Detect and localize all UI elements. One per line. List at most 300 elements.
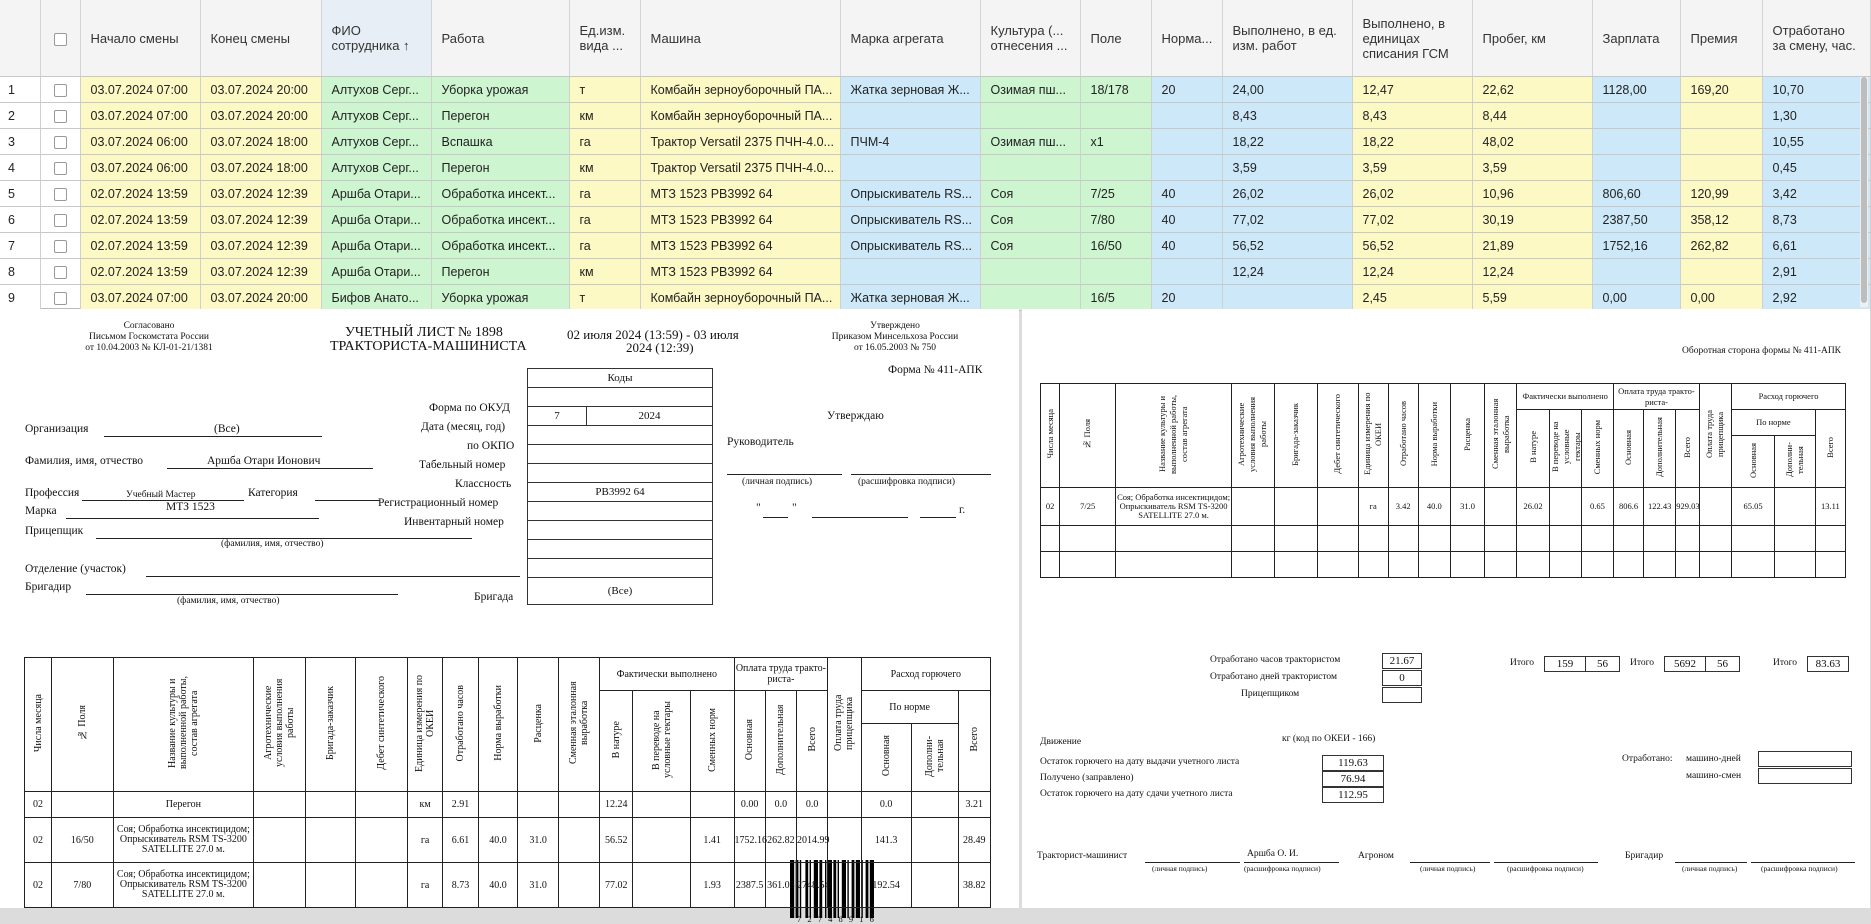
cell-tpay [828,863,861,908]
head-decode-line [851,474,991,475]
cell-fio[interactable]: Аршба Отари... [321,181,431,207]
tally-sheet-back [1022,309,1870,908]
cell-mileage[interactable]: 22,62 [1472,77,1592,103]
cell-machine[interactable]: Трактор Versatil 2375 ПЧН-4.0... [640,155,840,181]
org-value: (Все) [214,423,240,435]
cell-done[interactable]: 24,00 [1222,77,1352,103]
cell-unit[interactable]: га [569,233,640,259]
cell-done[interactable]: 26,02 [1222,181,1352,207]
th-brigade: Бригада-заказчик [306,658,356,792]
cell-work[interactable]: Уборка урожая [431,285,569,311]
column-header-unit[interactable]: Ед.изм. вида ... [569,0,640,77]
quote-close: " [792,502,797,514]
cell-machine[interactable]: Комбайн зерноуборочный ПА... [640,103,840,129]
total-3: 83.63 [1807,656,1849,672]
fio-hint: (фамилия, имя, отчество) [221,539,324,549]
cell-hours[interactable]: 1,30 [1762,103,1870,129]
cell-agg[interactable] [840,259,980,285]
back-th-agro: Агротехнические условия выполнения работы [1232,384,1275,488]
trailer-label: Прицепщиком [1241,689,1300,699]
cell-norm[interactable]: 40 [1151,233,1222,259]
back-cell-empty [1232,526,1275,552]
cell-done_gsm[interactable]: 3,59 [1352,155,1472,181]
cell-agro [254,818,306,863]
row-checkbox[interactable] [54,136,67,149]
row-checkbox-cell[interactable] [40,207,80,233]
cell-hours[interactable]: 10,70 [1762,77,1870,103]
cell-mileage[interactable]: 30,19 [1472,207,1592,233]
back-cell-unit: га [1358,488,1388,526]
cell-start[interactable]: 03.07.2024 07:00 [80,285,200,311]
cell-field[interactable]: 7/80 [1080,207,1151,233]
cell-culture[interactable]: Соя [980,181,1080,207]
cell-machine[interactable]: МТЗ 1523 РВ3992 64 [640,181,840,207]
column-header-work[interactable]: Работа [431,0,569,77]
column-header-done_gsm[interactable]: Выполнено, в единицах списания ГСМ [1352,0,1472,77]
cell-agg[interactable]: Опрыскиватель RS... [840,181,980,207]
brigadir-sign-line [1675,862,1747,863]
cell-culture[interactable]: Соя [980,233,1080,259]
cell-agg[interactable]: Жатка зерновая Ж... [840,285,980,311]
cell-end[interactable]: 03.07.2024 12:39 [200,181,321,207]
cell-end[interactable]: 03.07.2024 20:00 [200,285,321,311]
cell-field[interactable] [1080,259,1151,285]
cell-hours[interactable]: 8,73 [1762,207,1870,233]
cell-cond [633,818,690,863]
cell-end[interactable]: 03.07.2024 12:39 [200,207,321,233]
codes-table [527,368,713,605]
cell-hours[interactable]: 10,55 [1762,129,1870,155]
back-th-ftotal: Всего [1815,410,1845,488]
column-header-bonus[interactable]: Премия [1680,0,1762,77]
table-row[interactable] [0,259,1870,285]
cell-norm[interactable]: 40 [1151,181,1222,207]
cell-rate: 31.0 [517,863,559,908]
row-checkbox-cell[interactable] [40,77,80,103]
cell-done[interactable]: 56,52 [1222,233,1352,259]
mark-value: МТЗ 1523 [166,501,215,513]
vertical-scrollbar[interactable] [1860,77,1868,307]
cell-machine[interactable]: МТЗ 1523 РВ3992 64 [640,259,840,285]
cell-unit[interactable]: т [569,77,640,103]
cell-bonus[interactable] [1680,259,1762,285]
cell-start[interactable]: 02.07.2024 13:59 [80,259,200,285]
table-row[interactable] [0,285,1870,311]
row-number[interactable]: 2 [0,103,40,129]
cell-salary[interactable]: 806,60 [1592,181,1680,207]
table-row[interactable] [0,233,1870,259]
cell-norm[interactable] [1151,155,1222,181]
back-cell-empty [1774,552,1815,578]
cell-done[interactable]: 77,02 [1222,207,1352,233]
cell-machine[interactable]: МТЗ 1523 РВ3992 64 [640,207,840,233]
column-header-norm[interactable]: Норма... [1151,0,1222,77]
cell-unit[interactable]: га [569,129,640,155]
th-extra: Дополнительная [765,691,796,792]
cell-end[interactable]: 03.07.2024 12:39 [200,233,321,259]
cell-work[interactable]: Перегон [431,103,569,129]
th-fact: Фактически выполнено [600,658,734,691]
cell-bonus[interactable]: 0,00 [1680,285,1762,311]
cell-norm[interactable]: 20 [1151,77,1222,103]
cell-culture[interactable] [980,155,1080,181]
total-label-2: Итого [1630,658,1655,668]
cell-agg[interactable] [840,103,980,129]
cell-culture[interactable] [980,259,1080,285]
row-number[interactable]: 1 [0,77,40,103]
cell-norm[interactable] [1151,103,1222,129]
cell-salary[interactable] [1592,259,1680,285]
cell-cond [633,792,690,818]
cell-end[interactable]: 03.07.2024 20:00 [200,77,321,103]
cell-mileage[interactable]: 5,59 [1472,285,1592,311]
cell-agg[interactable]: Жатка зерновая Ж... [840,77,980,103]
cell-field[interactable]: 18/178 [1080,77,1151,103]
cell-unit[interactable]: т [569,285,640,311]
cell-salary[interactable]: 1752,16 [1592,233,1680,259]
agronom-decode-line [1494,862,1598,863]
back-th-fextra: Дополни-тельная [1774,436,1815,488]
cell-field[interactable]: x1 [1080,129,1151,155]
cell-agg[interactable]: Опрыскиватель RS... [840,233,980,259]
cell-total: 2748.54 [797,863,828,908]
cell-agro [254,792,306,818]
doc-title: УЧЕТНЫЙ ЛИСТ № 1898 [345,325,503,340]
cell-work[interactable]: Перегон [431,259,569,285]
fio-line [167,468,373,469]
th-shift: Сменная эталонная выработка [559,658,600,792]
cell-shift [559,818,600,863]
back-cell-empty [1317,552,1358,578]
cell-fio[interactable]: Аршба Отари... [321,259,431,285]
cell-fextra [911,818,958,863]
okud-label: Форма по ОКУД [429,402,510,414]
cell-agg[interactable]: ПЧМ-4 [840,129,980,155]
back-cell-empty [1732,526,1775,552]
cell-mileage[interactable]: 10,96 [1472,181,1592,207]
cell-field[interactable]: 7/25 [1080,181,1151,207]
cell-rate: 31.0 [517,818,559,863]
cell-agg[interactable]: Опрыскиватель RS... [840,207,980,233]
cell-fio[interactable]: Алтухов Серг... [321,103,431,129]
row-checkbox[interactable] [54,214,67,227]
back-cell-empty [1485,552,1517,578]
agreed-line: Письмом Госкомстата России [89,332,209,342]
column-header-done[interactable]: Выполнено, в ед. изм. работ [1222,0,1352,77]
cell-norm[interactable] [1151,259,1222,285]
table-row[interactable] [0,155,1870,181]
back-cell-empty [1116,552,1232,578]
column-header-n[interactable] [0,0,40,77]
cell-done_gsm[interactable]: 8,43 [1352,103,1472,129]
cell-hours[interactable]: 0,45 [1762,155,1870,181]
code-reg: РВ3992 64 [528,483,713,502]
cell-salary[interactable]: 1128,00 [1592,77,1680,103]
cell-machine[interactable]: Комбайн зерноуборочный ПА... [640,285,840,311]
row-checkbox[interactable] [54,292,67,305]
column-header-start[interactable]: Начало смены [80,0,200,77]
cell-done_gsm[interactable]: 2,45 [1352,285,1472,311]
cell-extra: 361.05 [765,863,796,908]
machine-shifts-label: машино-смен [1686,771,1742,781]
select-all-checkbox[interactable] [54,33,67,46]
records-table [0,0,1871,311]
row-checkbox-cell[interactable] [40,181,80,207]
cell-culture[interactable]: Озимая пш... [980,77,1080,103]
cell-machine[interactable]: Комбайн зерноуборочный ПА... [640,77,840,103]
cell-start[interactable]: 02.07.2024 13:59 [80,207,200,233]
cell-salary[interactable]: 2387,50 [1592,207,1680,233]
column-header-end[interactable]: Конец смены [200,0,321,77]
column-header-agg[interactable]: Марка агрегата [840,0,980,77]
cell-done[interactable]: 12,24 [1222,259,1352,285]
row-checkbox[interactable] [54,162,67,175]
cell-shifts: 1.93 [690,863,734,908]
cell-tpay [828,792,861,818]
cell-field[interactable] [1080,155,1151,181]
cell-salary[interactable] [1592,103,1680,129]
mark-label: Марка [25,505,57,517]
cell-work[interactable]: Вспашка [431,129,569,155]
cell-brig [306,792,356,818]
back-th-pay: Оплата труда тракто-риста- [1614,384,1700,410]
cell-fio[interactable]: Бифов Анато... [321,285,431,311]
cell-work[interactable]: Уборка урожая [431,77,569,103]
cell-culture[interactable]: Соя [980,207,1080,233]
cell-done[interactable] [1222,285,1352,311]
okpo-label: по ОКПО [467,440,515,452]
agronom-sign-line [1410,862,1490,863]
cell-unit[interactable]: км [569,259,640,285]
records-grid [0,0,1870,309]
back-cell-empty [1358,552,1388,578]
cell-done[interactable]: 3,59 [1222,155,1352,181]
cell-hours[interactable]: 2,91 [1762,259,1870,285]
cell-done_gsm[interactable]: 12,24 [1352,259,1472,285]
th-fextra: Дополни-тельная [911,724,958,792]
table-row[interactable] [0,207,1870,233]
cell-fio[interactable]: Алтухов Серг... [321,129,431,155]
cell-end[interactable]: 03.07.2024 18:00 [200,155,321,181]
row-checkbox-cell[interactable] [40,129,80,155]
back-cell-empty [1485,488,1517,526]
th-ftotal: Всего [958,691,990,792]
cell-work[interactable]: Обработка инсект... [431,207,569,233]
cell-norm: 40.0 [479,818,518,863]
th-debit: Дебет синтетического [356,658,408,792]
cell-start[interactable]: 03.07.2024 06:00 [80,155,200,181]
cell-done_gsm[interactable]: 77,02 [1352,207,1472,233]
back-cell-empty [1388,552,1418,578]
row-checkbox[interactable] [54,84,67,97]
row-checkbox[interactable] [54,188,67,201]
code-okud [528,388,713,407]
column-header-machine[interactable]: Машина [640,0,840,77]
cell-culture[interactable] [980,103,1080,129]
table-row[interactable] [0,77,1870,103]
brigadir-decode-hint: (расшифровка подписи) [1761,864,1838,873]
column-header-hours[interactable]: Отработано за смену, час. [1762,0,1870,77]
row-checkbox-cell[interactable] [40,103,80,129]
cell-work[interactable]: Обработка инсект... [431,181,569,207]
brigadir-decode-line [1751,862,1855,863]
row-checkbox[interactable] [54,266,67,279]
code-class [528,464,713,483]
table-row[interactable] [0,103,1870,129]
cell-norm[interactable]: 40 [1151,207,1222,233]
cell-mileage[interactable]: 3,59 [1472,155,1592,181]
back-th-debit: Дебет синтетического [1317,384,1358,488]
row-checkbox-cell[interactable] [40,233,80,259]
driver-decode-hint: (расшифровка подписи) [1244,864,1321,873]
cell-salary[interactable]: 0,00 [1592,285,1680,311]
cell-bonus[interactable] [1680,129,1762,155]
cell-bonus[interactable]: 262,82 [1680,233,1762,259]
cell-norm[interactable] [1151,129,1222,155]
column-header-field[interactable]: Поле [1080,0,1151,77]
category-line [315,500,380,501]
cell-culture[interactable] [980,285,1080,311]
cell-bonus[interactable]: 169,20 [1680,77,1762,103]
cell-mileage[interactable]: 12,24 [1472,259,1592,285]
cell-bonus[interactable] [1680,103,1762,129]
cell-end[interactable]: 03.07.2024 20:00 [200,103,321,129]
column-header-mileage[interactable]: Пробег, км [1472,0,1592,77]
row-checkbox-cell[interactable] [40,285,80,311]
sign-hint: (личная подпись) [742,477,813,487]
cell-done_gsm[interactable]: 26,02 [1352,181,1472,207]
cell-field[interactable]: 16/5 [1080,285,1151,311]
cell-done_gsm[interactable]: 18,22 [1352,129,1472,155]
cell-fio[interactable]: Аршба Отари... [321,233,431,259]
driver-decode-line [1244,862,1339,863]
cell-bonus[interactable]: 120,99 [1680,181,1762,207]
back-cell-empty [1699,552,1731,578]
cell-hours[interactable]: 2,92 [1762,285,1870,311]
row-number[interactable]: 7 [0,233,40,259]
agronom-label: Агроном [1358,851,1394,861]
row-checkbox-cell[interactable] [40,259,80,285]
cell-fio[interactable]: Аршба Отари... [321,207,431,233]
row-number[interactable]: 5 [0,181,40,207]
worked-label: Отработано: [1622,754,1673,764]
row-number[interactable]: 4 [0,155,40,181]
table-row[interactable] [0,129,1870,155]
row-number[interactable]: 9 [0,285,40,311]
cell-salary[interactable] [1592,155,1680,181]
cell-unit[interactable]: км [569,103,640,129]
movement-label: Движение [1040,737,1082,747]
row-number[interactable]: 3 [0,129,40,155]
column-header-salary[interactable]: Зарплата [1592,0,1680,77]
scrollbar-thumb[interactable] [1861,77,1867,303]
cell-hours[interactable]: 6,61 [1762,233,1870,259]
cell-hours: 8.73 [442,863,478,908]
cell-done[interactable]: 8,43 [1222,103,1352,129]
cell-machine[interactable]: Трактор Versatil 2375 ПЧН-4.0... [640,129,840,155]
th-hours: Отработано часов [442,658,478,792]
cell-work[interactable]: Обработка инсект... [431,233,569,259]
cell-machine[interactable]: МТЗ 1523 РВ3992 64 [640,233,840,259]
cell-unit[interactable]: га [569,181,640,207]
back-th-fact: Фактически выполнено [1517,384,1614,410]
cell-mileage[interactable]: 21,89 [1472,233,1592,259]
cell-done_gsm[interactable]: 56,52 [1352,233,1472,259]
cell-mileage[interactable]: 48,02 [1472,129,1592,155]
cell-field[interactable]: 16/50 [1080,233,1151,259]
cell-field[interactable] [1080,103,1151,129]
cell-agg[interactable] [840,155,980,181]
column-header-fio[interactable]: ФИО сотрудника ↑ [321,0,431,77]
cell-start[interactable]: 02.07.2024 13:59 [80,181,200,207]
row-number[interactable]: 8 [0,259,40,285]
cell-done_gsm[interactable]: 12,47 [1352,77,1472,103]
cell-unit[interactable]: га [569,207,640,233]
cell-bonus[interactable] [1680,155,1762,181]
cell-norm[interactable]: 20 [1151,285,1222,311]
cell-start[interactable]: 03.07.2024 06:00 [80,129,200,155]
back-cell-empty [1041,552,1060,578]
column-header-cb[interactable] [40,0,80,77]
row-checkbox[interactable] [54,110,67,123]
cell-start[interactable]: 03.07.2024 07:00 [80,77,200,103]
cell-fio[interactable]: Алтухов Серг... [321,155,431,181]
back-cell-cond [1549,488,1581,526]
cell-fio[interactable]: Алтухов Серг... [321,77,431,103]
cell-start[interactable]: 03.07.2024 07:00 [80,103,200,129]
cell-brig [306,863,356,908]
cell-fbase: 141.3 [861,818,911,863]
cell-work[interactable]: Перегон [431,155,569,181]
cell-done[interactable]: 18,22 [1222,129,1352,155]
days-label: Отработано дней трактористом [1210,672,1337,682]
cell-hours[interactable]: 3,42 [1762,181,1870,207]
column-header-culture[interactable]: Культура (... отнесения ... [980,0,1080,77]
work-row [25,863,991,908]
table-row[interactable] [0,181,1870,207]
cell-bonus[interactable]: 358,12 [1680,207,1762,233]
cell-end[interactable]: 03.07.2024 18:00 [200,129,321,155]
work-row [25,792,991,818]
row-number[interactable]: 6 [0,207,40,233]
department-label: Отделение (участок) [25,563,126,575]
back-th-norm: Норма выработки [1418,384,1450,488]
row-checkbox[interactable] [54,240,67,253]
back-cell-empty [1274,526,1317,552]
brigade-label: Бригада [474,591,514,603]
cell-nat: 56.52 [600,818,633,863]
cell-salary[interactable] [1592,129,1680,155]
cell-total: 2014.99 [797,818,828,863]
th-unit: Единица измерения по ОКЕИ [408,658,442,792]
cell-start[interactable]: 02.07.2024 13:59 [80,233,200,259]
back-cell-empty [1644,526,1676,552]
head-label: Руководитель [727,436,794,448]
cell-unit[interactable]: км [569,155,640,181]
profession-value: Учебный Мастер [126,490,196,500]
cell-culture[interactable]: Озимая пш... [980,129,1080,155]
cell-fbase: 0.0 [861,792,911,818]
agronom-sign-hint: (личная подпись) [1420,864,1476,873]
cell-end[interactable]: 03.07.2024 12:39 [200,259,321,285]
back-cell-ftotal: 13.11 [1815,488,1845,526]
cell-fbase: 192.54 [861,863,911,908]
th-fuel: Расход горючего [861,658,990,691]
cell-norm [479,792,518,818]
code-empty [528,559,713,578]
cell-mileage[interactable]: 8,44 [1472,103,1592,129]
row-checkbox-cell[interactable] [40,155,80,181]
